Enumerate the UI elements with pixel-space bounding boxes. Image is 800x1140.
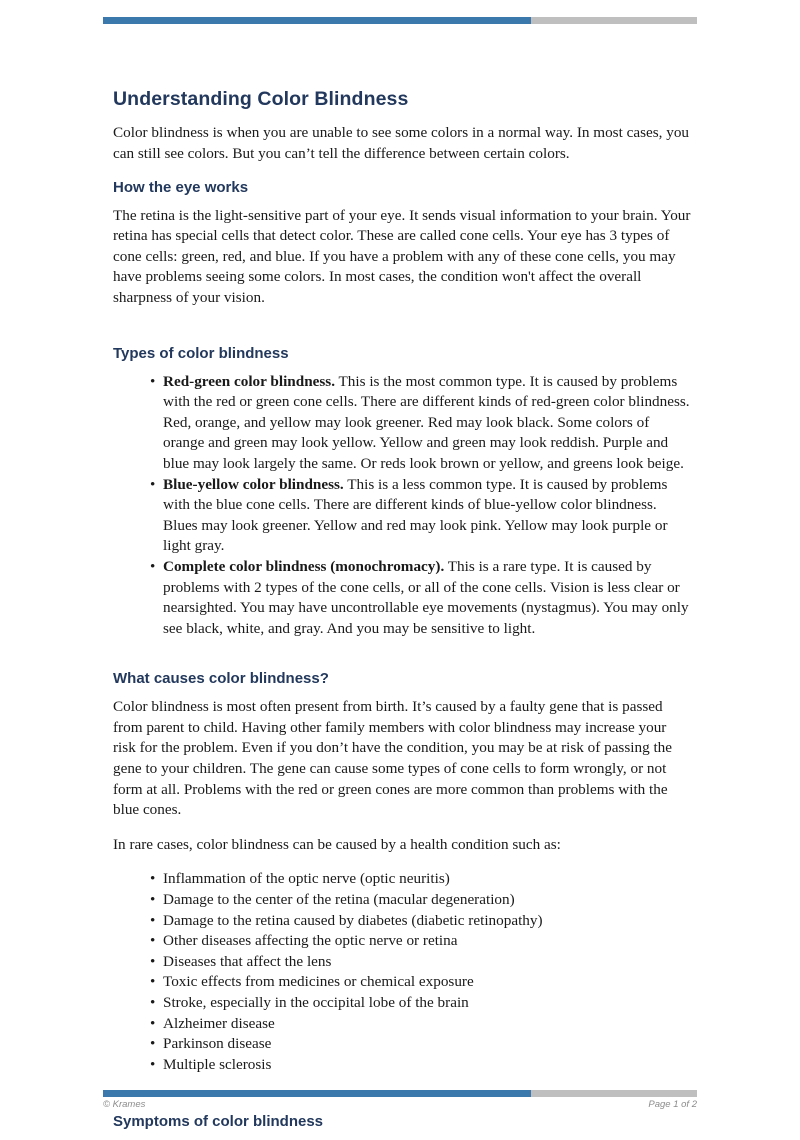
list-item-lead-in: Complete color blindness (monochromacy). bbox=[163, 557, 445, 575]
list-item: • Diseases that affect the lens bbox=[150, 952, 691, 973]
list-types-of-color-blindness bbox=[113, 372, 691, 640]
intro-paragraph: Color blindness is when you are unable to see some colors in a normal way. In most cases, you can still see colors. But you can’t tell the difference between certain colors. bbox=[113, 124, 690, 163]
list-item-text: This is a rare type. It is caused by problems with 2 types of the cone cells, or all of the cone cells. Vision is less clear or nearsighted. You may have uncontrollable eye movements (nystagmus). You may only see black, white, and gray. And you may be sensitive to light. bbox=[163, 557, 689, 637]
footer bbox=[103, 1099, 697, 1110]
page-title: Understanding Color Blindness bbox=[113, 88, 409, 110]
list-item: • Damage to the retina caused by diabetes (diabetic retinopathy) bbox=[150, 911, 691, 932]
paragraph-how-the-eye-works: The retina is the light-sensitive part of your eye. It sends visual information to your brain. Your retina has special cells that detect color. These are called cone cells. Your eye has 3 types of cone cells: green, red, and blue. If you have a problem with any of these cone cells, you may have problems seeing some colors. In most cases, the condition won't affect the overall sharpness of your vision. bbox=[113, 206, 691, 306]
list-item: • Alzheimer disease bbox=[150, 1014, 691, 1035]
list-item-text: This is a less common type. It is caused by problems with the blue cone cells. There are different kinds of blue-yellow color blindness. Blues may look greener. Yellow and red may look pink. Yellow may look purple or light gray. bbox=[163, 475, 668, 555]
list-item bbox=[150, 475, 691, 557]
heading-what-causes-color-blindness: What causes color blindness? bbox=[113, 670, 329, 688]
list-item-text: This is the most common type. It is caused by problems with the red or green cone cells. There are different kinds of red-green color blindness. Red, orange, and yellow may look greener. Red may look black. Some colors of orange and green may look yellow. Yellow and green may look reddish. Purple and blue may look largely the same. Or reds look brown or yellow, and greens look beige. bbox=[163, 372, 690, 472]
footer-divider-blue-segment bbox=[103, 1090, 531, 1097]
list-item-lead-in: Red-green color blindness. bbox=[163, 372, 335, 390]
list-health-conditions bbox=[113, 869, 691, 1075]
header-divider-bar bbox=[103, 17, 697, 24]
paragraph-causes-lead-in: In rare cases, color blindness can be caused by a health condition such as: bbox=[113, 835, 561, 853]
list-item: • Inflammation of the optic nerve (optic neuritis) bbox=[150, 869, 691, 890]
footer-divider-grey-segment bbox=[531, 1090, 697, 1097]
list-item bbox=[150, 557, 691, 639]
header-divider-grey-segment bbox=[531, 17, 697, 24]
paragraph-causes-genetics: Color blindness is most often present from birth. It’s caused by a faulty gene that is passed from parent to child. Having other family members with color blindness may increase your risk for the problem. Even if you don’t have the condition, you may be at risk of passing the gene to your children. The gene can cause some types of cone cells to form wrongly, or not form at all. Problems with the red or green cones are more common than problems with the blue cones. bbox=[113, 698, 673, 819]
list-item: • Toxic effects from medicines or chemical exposure bbox=[150, 972, 691, 993]
list-item: • Parkinson disease bbox=[150, 1034, 691, 1055]
list-item bbox=[150, 372, 691, 475]
footer-page-number: Page 1 of 2 bbox=[648, 1099, 697, 1110]
list-item: • Multiple sclerosis bbox=[150, 1055, 691, 1076]
heading-types-of-color-blindness: Types of color blindness bbox=[113, 344, 289, 362]
list-item: • Other diseases affecting the optic nerve or retina bbox=[150, 931, 691, 952]
footer-copyright: © Krames bbox=[103, 1099, 146, 1110]
header-divider-blue-segment bbox=[103, 17, 531, 24]
section-spacer bbox=[113, 661, 691, 670]
list-item: • Damage to the center of the retina (macular degeneration) bbox=[150, 890, 691, 911]
document-content bbox=[113, 88, 691, 1140]
list-item-lead-in: Blue-yellow color blindness. bbox=[163, 475, 344, 493]
heading-how-the-eye-works: How the eye works bbox=[113, 178, 249, 196]
heading-symptoms-of-color-blindness: Symptoms of color blindness bbox=[113, 1113, 324, 1131]
list-item: • Stroke, especially in the occipital lobe of the brain bbox=[150, 993, 691, 1014]
section-spacer bbox=[113, 639, 691, 661]
footer-divider-bar bbox=[103, 1090, 697, 1097]
section-spacer bbox=[113, 323, 691, 345]
